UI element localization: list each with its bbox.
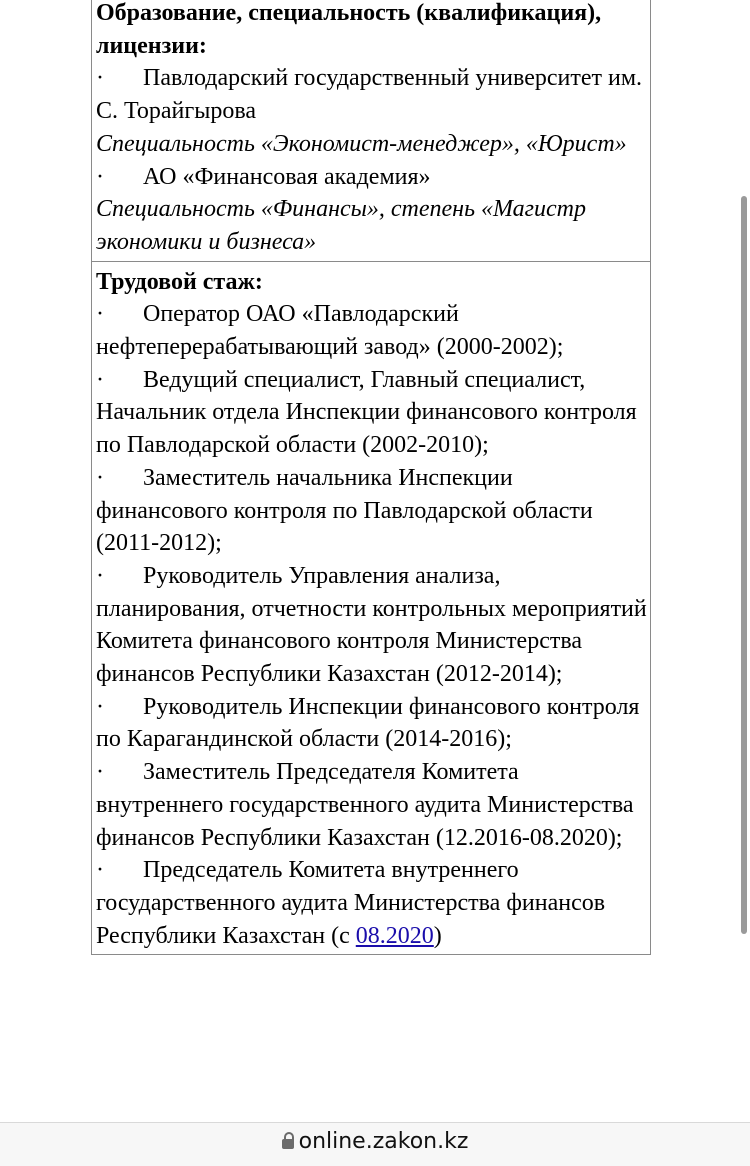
experience-item bbox=[96, 364, 647, 462]
experience-item bbox=[96, 462, 647, 560]
experience-item bbox=[96, 560, 647, 691]
experience-text: Руководитель Управления анализа, планирования, отчетности контрольных мероприятий Комитета финансового контроля Министерства финансов Республики Казахстан (2012-2014); bbox=[96, 562, 647, 688]
education-specialty: Специальность «Финансы», степень «Магистр экономики и бизнеса» bbox=[96, 196, 586, 255]
bullet: · bbox=[96, 464, 104, 491]
url-text: online.zakon.kz bbox=[298, 1129, 469, 1154]
experience-heading: Трудовой стаж: bbox=[96, 268, 263, 295]
education-item bbox=[96, 62, 647, 127]
bullet: · bbox=[96, 301, 104, 328]
education-row bbox=[92, 0, 651, 261]
url-display[interactable] bbox=[0, 1129, 750, 1154]
education-institution: Павлодарский государственный университет им. С. Торайгырова bbox=[96, 65, 643, 125]
bullet: · bbox=[96, 562, 104, 589]
bullet: · bbox=[96, 65, 104, 92]
experience-item bbox=[96, 854, 647, 952]
bullet: · bbox=[96, 759, 104, 786]
lock-icon bbox=[282, 1139, 294, 1149]
experience-row bbox=[92, 261, 651, 955]
education-institution: АО «Финансовая академия» bbox=[143, 163, 431, 190]
experience-item bbox=[96, 298, 647, 363]
bullet: · bbox=[96, 693, 104, 720]
education-cell bbox=[92, 0, 651, 261]
experience-text: Председатель Комитета внутреннего государственного аудита Министерства финансов Республики Казахстан (с bbox=[96, 857, 606, 949]
education-item bbox=[96, 161, 647, 194]
bullet: · bbox=[96, 163, 104, 190]
experience-item bbox=[96, 691, 647, 756]
experience-item bbox=[96, 756, 647, 854]
experience-text: Ведущий специалист, Главный специалист, Начальник отдела Инспекции финансового контроля по Павлодарской области (2002-2010); bbox=[96, 366, 637, 459]
date-link[interactable]: 08.2020 bbox=[355, 922, 434, 949]
experience-text-end: ) bbox=[433, 922, 442, 949]
experience-text: Заместитель Председателя Комитета внутреннего государственного аудита Министерства финансов Республики Казахстан (12.2016-08.2020); bbox=[96, 759, 634, 851]
info-table bbox=[91, 0, 651, 955]
scrollbar[interactable] bbox=[741, 196, 747, 934]
bullet: · bbox=[96, 366, 104, 393]
bullet: · bbox=[96, 857, 104, 884]
browser-address-bar[interactable] bbox=[0, 1122, 750, 1166]
experience-cell bbox=[92, 261, 651, 955]
experience-text: Руководитель Инспекции финансового контроля по Карагандинской области (2014-2016); bbox=[96, 693, 640, 753]
experience-text: Заместитель начальника Инспекции финансового контроля по Павлодарской области (2011-2012); bbox=[96, 464, 593, 557]
education-heading: Образование, специальность (квалификация), лицензии: bbox=[96, 0, 602, 59]
education-specialty: Специальность «Экономист-менеджер», «Юрист» bbox=[96, 130, 627, 157]
experience-text: Оператор ОАО «Павлодарский нефтеперерабатывающий завод» (2000-2002); bbox=[96, 301, 564, 361]
